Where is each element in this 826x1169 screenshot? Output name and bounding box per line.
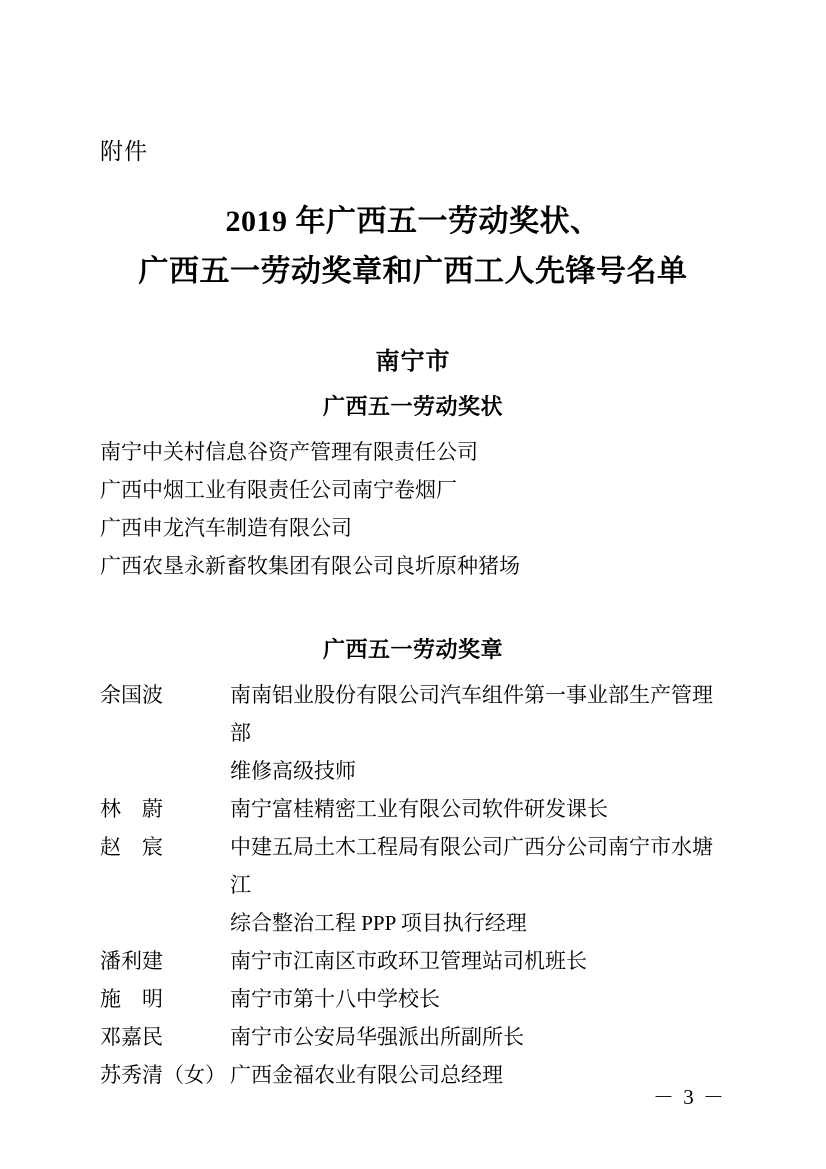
recipient-name: 邓嘉民 (100, 1025, 163, 1049)
award-section-heading: 广西五一劳动奖状 (322, 394, 503, 419)
recipient-organization-line: 南宁市江南区市政环卫管理站司机班长 (230, 949, 587, 973)
award-list (100, 433, 726, 585)
recipient-organization (230, 828, 726, 942)
recipient-organization-line: 南宁富桂精密工业有限公司软件研发课长 (230, 797, 608, 821)
list-item (100, 828, 726, 942)
list-item (100, 980, 726, 1018)
page-number: － 3 － (653, 1085, 726, 1109)
page-title-line-2: 广西五一劳动奖章和广西工人先锋号名单 (138, 255, 688, 288)
list-item: 南宁中关村信息谷资产管理有限责任公司 (100, 440, 478, 464)
list-item (100, 1056, 726, 1094)
list-item (100, 942, 726, 980)
list-item: 广西中烟工业有限责任公司南宁卷烟厂 (100, 478, 457, 502)
recipient-name: 潘利建 (100, 949, 163, 973)
recipient-name: 苏秀清（女） (100, 1063, 226, 1087)
recipient-organization-line: 南宁市公安局华强派出所副所长 (230, 1025, 524, 1049)
list-item (100, 1018, 726, 1056)
recipient-organization-line: 南宁市第十八中学校长 (230, 987, 440, 1011)
recipient-organization (230, 790, 726, 828)
page-title (100, 197, 726, 297)
recipient-organization-line: 广西金福农业有限公司总经理 (230, 1063, 503, 1087)
list-item: 广西申龙汽车制造有限公司 (100, 516, 352, 540)
recipient-name: 余国波 (100, 683, 163, 707)
recipient-name: 施 明 (100, 987, 163, 1011)
city-heading: 南宁市 (375, 349, 451, 375)
recipient-organization (230, 1018, 726, 1056)
list-item (100, 676, 726, 790)
recipient-organization-continuation: 综合整治工程 PPP 项目执行经理 (230, 911, 527, 935)
list-item (100, 790, 726, 828)
recipient-organization (230, 980, 726, 1018)
recipient-name: 林 蔚 (100, 797, 163, 821)
recipient-organization-line: 南南铝业股份有限公司汽车组件第一事业部生产管理部 (230, 683, 713, 745)
page-title-line-1: 2019 年广西五一劳动奖状、 (225, 205, 601, 238)
recipient-organization-line: 中建五局土木工程局有限公司广西分公司南宁市水塘江 (230, 835, 713, 897)
attachment-label: 附件 (100, 139, 148, 164)
recipient-organization (230, 1056, 726, 1094)
recipient-organization (230, 676, 726, 790)
recipient-name: 赵 宸 (100, 835, 163, 859)
medal-list (100, 676, 726, 1094)
recipient-organization (230, 942, 726, 980)
list-item: 广西农垦永新畜牧集团有限公司良圻原种猪场 (100, 554, 520, 578)
recipient-organization-continuation: 维修高级技师 (230, 759, 356, 783)
medal-section-heading: 广西五一劳动奖章 (322, 637, 503, 662)
